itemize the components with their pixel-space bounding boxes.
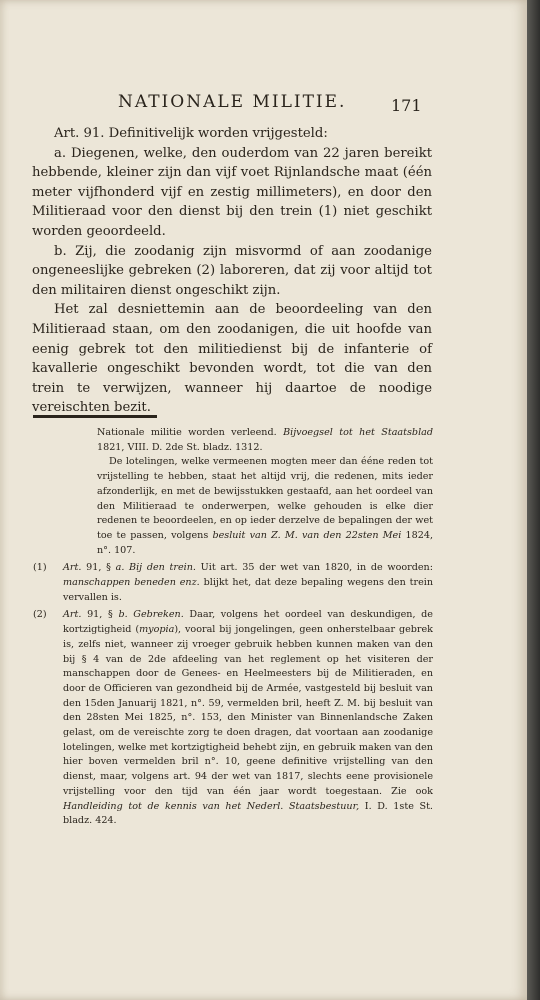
- footnote-1: [33, 561, 433, 605]
- running-header: NATIONALE MILITIE.: [118, 92, 347, 112]
- page-number: 171: [391, 96, 422, 115]
- note-source: besluit van Z. M. van den 22sten Mei: [212, 529, 402, 541]
- note-source: Bijvoegsel tot het Staatsblad: [283, 427, 434, 438]
- footnote-1-text: Art. 91, § a. Bij den trein. Uit art. 35 der wet van 1820, in de woorden: manschappen beneden enz. blijkt het, dat deze bepaling wegens den trein vervallen is.: [63, 562, 434, 603]
- note-text: 1821, VIII. D. 2de St. bladz. 1312.: [97, 441, 263, 453]
- footnotes: [33, 426, 433, 829]
- note-continuation-1: [33, 426, 433, 455]
- note-text: Nationale militie worden verleend.: [97, 427, 277, 438]
- page-edge-shadow: [527, 0, 540, 1000]
- paragraph-c: Het zal desniettemin aan de beoordeeling van den Militieraad staan, om den zoodanigen, die uit hoofde van eenig gebrek tot den militiedienst bij de infanterie of kavallerie ongeschikt bevonden wordt, tot die van den trein te verwijzen, wanneer hij daartoe de noodige vereischten bezit.: [32, 302, 432, 416]
- paragraph-a: a. Diegenen, welke, den ouderdom van 22 jaren bereikt hebbende, kleiner zijn dan vijf voet Rijnlandsche maat (één meter vijfhonderd vijf en zestig millimeters), en door den Militieraad voor den dienst bij den trein (1) niet geschikt worden geoordeeld.: [32, 145, 432, 239]
- footnote-divider: [33, 415, 157, 418]
- footnote-1-mark: (1): [33, 562, 47, 574]
- footnote-2: [33, 608, 433, 829]
- footnote-2-text: Art. 91, § b. Gebreken. Daar, volgens het oordeel van deskundigen, de kortzigtigheid (myopia), vooral bij jongelingen, geen onherstelbaar gebrek is, zelfs niet, wanneer zij vroeger gebruik hebben kunnen maken van den bij § 4 van de 2de afdeeling van het reglement op het visiteren der manschappen door de Genees- en Heelmeesters bij de Militieraden, en door de Officieren van gezondheid bij de Armée, vastgesteld bij besluit van den 15den Januarij 1821, n°. 59, vermelden bril, heeft Z. M. bij besluit van den 28sten Mei 1825, n°. 153, den Minister van Binnenlandsche Zaken gelast, om de vereischte zorg te doen dragen, dat voortaan aan zoodanige lotelingen, welke met kortzigtigheid behebt zijn, en gebruik maken van den hier boven vermelden bril n°. 10, geene definitive vrijstelling van den dienst, maar, volgens art. 94 der wet van 1817, slechts eene provisionele vrijstelling voor den tijd van één jaar wordt toegestaan. Zie ook Handleiding tot de kennis van het Nederl. Staatsbestuur, I. D. 1ste St. bladz. 424.: [63, 609, 433, 827]
- article-heading: Art. 91. Definitivelijk worden vrijgesteld:: [54, 126, 328, 141]
- footnote-2-mark: (2): [33, 609, 47, 621]
- paragraph-b: b. Zij, die zoodanig zijn misvormd of aan zoodanige ongeneeslijke gebreken (2) laboreren, dat zij voor altijd tot den militairen dienst ongeschikt zijn.: [32, 243, 432, 298]
- note-text: 1824, n°. 107.: [97, 529, 433, 556]
- note-continuation-2: [33, 455, 433, 558]
- note-text: De lotelingen, welke vermeenen mogten meer dan ééne reden tot vrijstelling te hebben, staat het altijd vrij, die redenen, mits ieder afzonderlijk, en met de bewijsstukken gestaafd, aan het oordeel van den Militieraad te onderwerpen, welke gehouden is elke dier redenen te beoordeelen, en op ieder derzelve de bepalingen der wet toe te passen, volgens: [97, 456, 433, 541]
- main-text: [32, 124, 432, 418]
